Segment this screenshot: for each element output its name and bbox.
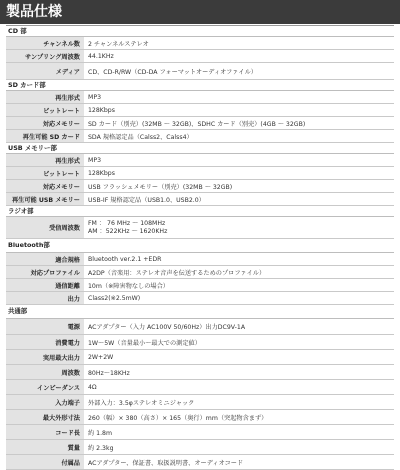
spec-row-common-frequency	[6, 365, 394, 380]
spec-value: Bluetooth ver.2.1 +EDR	[88, 255, 162, 263]
spec-value: ACアダプター（入力 AC100V 50/60Hz）出力DC9V-1A	[88, 324, 246, 331]
spec-label: 対応メモリー	[6, 117, 84, 129]
spec-row-bt-power	[6, 292, 394, 305]
spec-value: 2W+2W	[88, 353, 114, 361]
spec-label: 入力端子	[6, 395, 84, 409]
spec-row-sd-bitrate	[6, 104, 394, 117]
spec-label: 質量	[6, 440, 84, 454]
spec-row-sd-memory	[6, 117, 394, 130]
spec-row-cd-sampling	[6, 50, 394, 63]
spec-row-common-max-output	[6, 350, 394, 365]
spec-row-usb-playable	[6, 193, 394, 206]
spec-label: チャンネル数	[6, 37, 84, 49]
spec-value: SDA 規格認定品（Calss2、Calss4）	[88, 133, 193, 141]
spec-value: 10m（※障害物なしの場合）	[88, 282, 169, 290]
spec-row-common-impedance	[6, 380, 394, 395]
spec-value: MP3	[88, 93, 102, 101]
spec-row-common-supply	[6, 319, 394, 335]
spec-row-common-accessories	[6, 455, 394, 470]
spec-value: 128Kbps	[88, 106, 115, 114]
spec-row-usb-format	[6, 154, 394, 167]
spec-label: インピーダンス	[6, 380, 84, 394]
spec-label: ビットレート	[6, 167, 84, 179]
spec-value: 44.1KHz	[88, 52, 114, 60]
spec-value	[84, 217, 394, 238]
section-heading-bluetooth: Bluetooth部	[6, 239, 394, 253]
spec-label: 再生形式	[6, 154, 84, 166]
spec-label: 対応メモリー	[6, 180, 84, 192]
spec-value: 2 チャンネルステレオ	[88, 40, 149, 48]
section-heading-radio: ラジオ部	[6, 206, 394, 217]
spec-value: A2DP（音楽用：ステレオ音声を伝送するためのプロファイル）	[88, 269, 266, 277]
section-heading-sd: SD カード部	[6, 80, 394, 91]
spec-label: 再生可能 SD カード	[6, 130, 84, 142]
spec-label: 通信距離	[6, 279, 84, 291]
spec-value-fm: FM ： 76 MHz ～ 108MHz	[88, 219, 166, 227]
spec-row-sd-playable	[6, 130, 394, 143]
spec-row-cd-media	[6, 63, 394, 80]
spec-value-am: AM ：522KHz ～ 1620KHz	[88, 227, 168, 235]
spec-value: CD、CD-R/RW（CD-DA フォーマットオーディオファイル）	[88, 68, 257, 76]
spec-row-bt-distance	[6, 279, 394, 292]
spec-row-cd-channels	[6, 37, 394, 50]
spec-row-bt-standard	[6, 253, 394, 266]
spec-label: 付属品	[6, 455, 84, 469]
spec-table	[6, 25, 394, 470]
spec-row-sd-format	[6, 91, 394, 104]
spec-value: 4Ω	[88, 383, 97, 391]
spec-row-usb-bitrate	[6, 167, 394, 180]
spec-row-common-dimensions	[6, 410, 394, 425]
spec-label: 適合規格	[6, 253, 84, 265]
spec-value: SD カード（別売）(32MB ～ 32GB)、SDHC カード（別売）(4GB ～ 32GB)	[88, 120, 306, 128]
page-title: 製品仕様	[0, 0, 400, 24]
spec-label: メディア	[6, 63, 84, 79]
spec-value: Class2(※2.5mW)	[88, 294, 141, 302]
spec-row-common-consumption	[6, 335, 394, 350]
spec-row-usb-memory	[6, 180, 394, 193]
spec-label: サンプリング周波数	[6, 50, 84, 62]
spec-label: 受信周波数	[6, 217, 84, 238]
spec-label: 出力	[6, 292, 84, 304]
spec-label: ビットレート	[6, 104, 84, 116]
spec-row-common-cord	[6, 425, 394, 440]
section-heading-usb: USB メモリー部	[6, 143, 394, 154]
spec-label: 再生形式	[6, 91, 84, 103]
spec-value: 80Hz～18KHz	[88, 369, 130, 377]
section-heading-common: 共通部	[6, 305, 394, 319]
spec-value: 1W～5W（音量最小～最大での測定値）	[88, 339, 201, 347]
spec-value: 260（幅）× 380（高さ）× 165（奥行）mm（突起物含まず）	[88, 414, 268, 422]
spec-label: 再生可能 USB メモリー	[6, 193, 84, 205]
spec-value: ACアダプター、保証書、取扱説明書、オーディオコード	[88, 459, 244, 467]
spec-row-bt-profile	[6, 266, 394, 279]
spec-row-common-weight	[6, 440, 394, 455]
spec-value: 128Kbps	[88, 169, 115, 177]
spec-value: 約 2.3kg	[88, 444, 114, 452]
spec-label: 周波数	[6, 365, 84, 379]
spec-value: USB フラッシュメモリー（別売）(32MB ～ 32GB)	[88, 183, 233, 191]
spec-label: 最大外形寸法	[6, 410, 84, 424]
spec-value: USB-IF 規格認定品（USB1.0、USB2.0）	[88, 196, 205, 204]
spec-label: 消費電力	[6, 335, 84, 349]
spec-label: 対応プロファイル	[6, 266, 84, 278]
section-heading-cd: CD 部	[6, 26, 394, 37]
spec-row-common-input	[6, 395, 394, 410]
spec-label: 実用最大出力	[6, 350, 84, 364]
spec-row-radio-frequency	[6, 217, 394, 239]
spec-label: コード長	[6, 425, 84, 439]
spec-value: MP3	[88, 156, 102, 164]
spec-value: 外部入力：3.5φステレオミニジャック	[88, 399, 195, 407]
spec-label: 電源	[6, 319, 84, 334]
spec-value: 約 1.8m	[88, 429, 113, 437]
